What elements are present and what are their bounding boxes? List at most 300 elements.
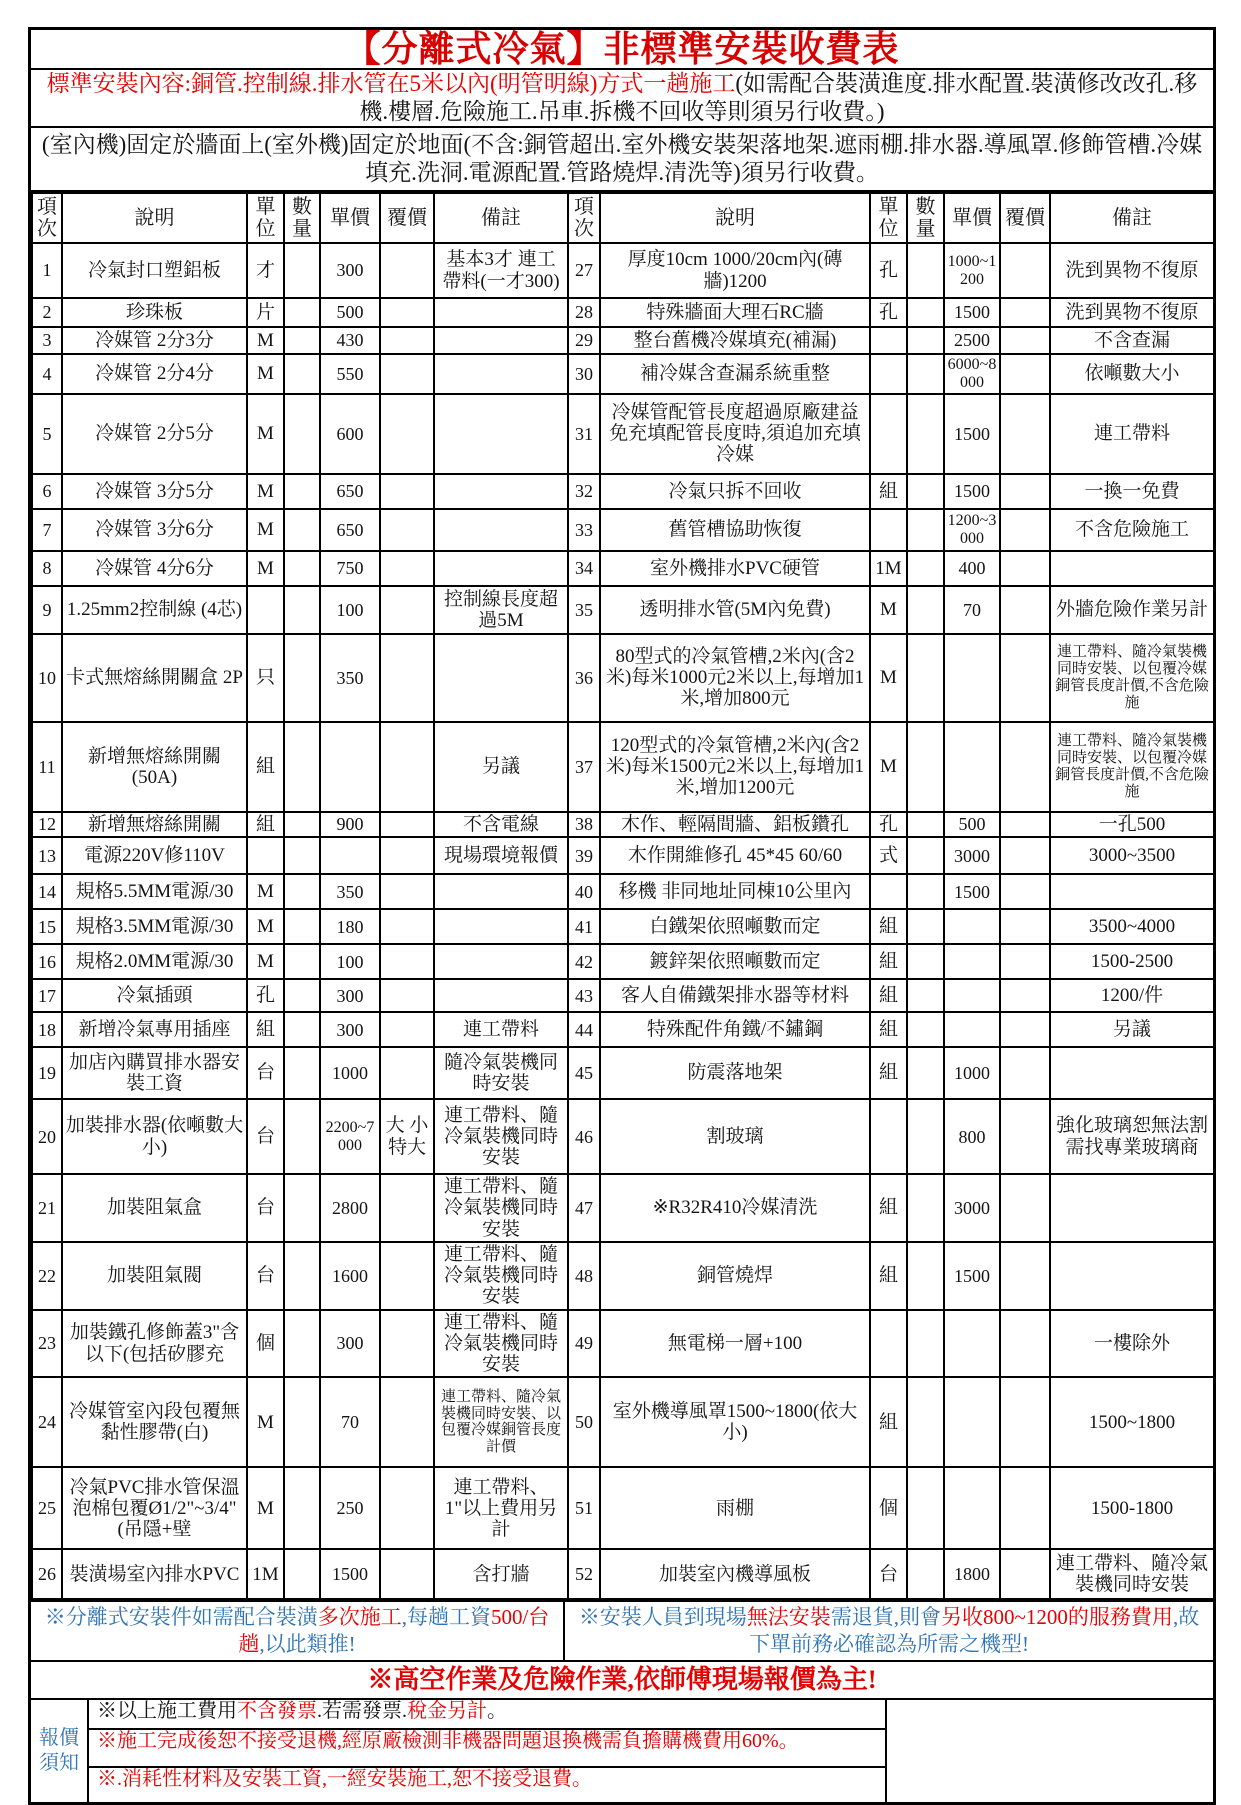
text-segment: 多次施工 [317, 1605, 402, 1630]
l-cell-alt-price [380, 1047, 434, 1099]
r-cell-alt-price [1000, 1467, 1050, 1549]
l-cell-unit: M [247, 874, 284, 909]
l-cell-remark [434, 944, 568, 979]
r-cell-item-no: 34 [568, 551, 600, 586]
l-cell-item-no: 14 [32, 874, 62, 909]
l-cell-remark: 控制線長度超過5M [434, 586, 568, 634]
r-cell-alt-price [1000, 1242, 1050, 1310]
l-cell-item-no: 6 [32, 474, 62, 509]
text-segment: (如需配合裝潢進度.排水配置.裝潢修改改孔.移機.樓層.危險施工.吊車.拆機不回收等則須另行收費。) [359, 70, 1198, 124]
r-cell-item-no: 38 [568, 812, 600, 837]
text-segment: 另收800~1200的服務費用 [941, 1605, 1173, 1630]
r-cell-remark: 連工帶料、隨冷氣裝機同時安裝、以包覆冷媒銅管長度計價,不含危險施 [1050, 722, 1214, 812]
r-cell-qty [907, 874, 944, 909]
table-row [32, 474, 1214, 509]
r-cell-qty [907, 837, 944, 874]
r-cell-description: 木作開維修孔 45*45 60/60 [600, 837, 870, 874]
r-cell-item-no: 41 [568, 909, 600, 944]
l-cell-item-no: 2 [32, 298, 62, 327]
l-cell-remark: 連工帶料、隨冷氣裝機同時安裝 [434, 1310, 568, 1378]
l-cell-description: 電源220V修110V [62, 837, 247, 874]
l-cell-remark: 現場環境報價 [434, 837, 568, 874]
r-cell-description: 舊管槽協助恢復 [600, 509, 870, 551]
text-segment: 不含發票 [237, 1700, 317, 1723]
l-cell-alt-price [380, 1549, 434, 1599]
l-cell-qty [284, 979, 320, 1012]
table-row [32, 1549, 1214, 1599]
l-cell-remark [434, 509, 568, 551]
l-cell-description: 加店內購買排水器安裝工資 [62, 1047, 247, 1099]
r-cell-description: 白鐵架依照噸數而定 [600, 909, 870, 944]
r-cell-alt-price [1000, 509, 1050, 551]
l-cell-alt-price [380, 944, 434, 979]
r-cell-qty [907, 1099, 944, 1174]
l-cell-remark: 不含電線 [434, 812, 568, 837]
r-cell-alt-price [1000, 1549, 1050, 1599]
r-cell-description: 室外機導風罩1500~1800(依大小) [600, 1377, 870, 1467]
l-cell-item-no: 16 [32, 944, 62, 979]
l-cell-description: 裝潢場室內排水PVC [62, 1549, 247, 1599]
r-cell-remark: 3000~3500 [1050, 837, 1214, 874]
l-cell-qty [284, 1047, 320, 1099]
l-cell-alt-price [380, 509, 434, 551]
col-header-item-no: 項次 [32, 193, 62, 243]
r-cell-item-no: 33 [568, 509, 600, 551]
r-cell-unit: 孔 [870, 812, 907, 837]
r-cell-unit-price: 2500 [944, 327, 1000, 354]
r-cell-remark [1050, 874, 1214, 909]
l-cell-item-no: 15 [32, 909, 62, 944]
r-cell-unit: 組 [870, 474, 907, 509]
l-cell-item-no: 26 [32, 1549, 62, 1599]
l-cell-description: 新增無熔絲開關 (50A) [62, 722, 247, 812]
l-cell-item-no: 18 [32, 1012, 62, 1047]
r-cell-item-no: 27 [568, 243, 600, 298]
r-cell-unit-price: 6000~8000 [944, 354, 1000, 394]
l-cell-qty [284, 722, 320, 812]
l-cell-unit-price: 350 [320, 634, 380, 722]
r-cell-item-no: 48 [568, 1242, 600, 1310]
l-cell-alt-price [380, 1012, 434, 1047]
text-segment: .若需發票. [317, 1700, 407, 1723]
l-cell-alt-price [380, 394, 434, 474]
table-row [32, 1174, 1214, 1242]
l-cell-unit: M [247, 509, 284, 551]
r-cell-qty [907, 1549, 944, 1599]
r-cell-description: 銅管燒焊 [600, 1242, 870, 1310]
l-cell-unit: M [247, 354, 284, 394]
text-segment: ※分離式安裝件如需配合裝潢 [44, 1605, 318, 1630]
l-cell-remark [434, 634, 568, 722]
col-header-alt-price: 覆價 [380, 193, 434, 243]
l-cell-remark [434, 394, 568, 474]
r-cell-unit-price: 1500 [944, 874, 1000, 909]
l-cell-description: 冷氣PVC排水管保溫泡棉包覆Ø1/2"~3/4"(吊隱+壁 [62, 1467, 247, 1549]
r-cell-description: 80型式的冷氣管槽,2米內(含2米)每米1000元2米以上,每增加1米,增加800元 [600, 634, 870, 722]
l-cell-unit: M [247, 394, 284, 474]
l-cell-description: 冷媒管 3分5分 [62, 474, 247, 509]
l-cell-remark: 連工帶料、隨冷氣裝機同時安裝 [434, 1174, 568, 1242]
l-cell-alt-price [380, 1377, 434, 1467]
r-cell-unit-price [944, 1310, 1000, 1378]
r-cell-description: 客人自備鐵架排水器等材料 [600, 979, 870, 1012]
l-cell-qty [284, 586, 320, 634]
text-segment: 稅金另計 [407, 1700, 487, 1723]
r-cell-qty [907, 1377, 944, 1467]
l-cell-qty [284, 1377, 320, 1467]
l-cell-item-no: 25 [32, 1467, 62, 1549]
r-cell-remark: 洗到異物不復原 [1050, 298, 1214, 327]
l-cell-alt-price [380, 722, 434, 812]
l-cell-description: 加裝排水器(依噸數大小) [62, 1099, 247, 1174]
table-row [32, 1012, 1214, 1047]
l-cell-qty [284, 243, 320, 298]
l-cell-description: 珍珠板 [62, 298, 247, 327]
l-cell-description: 規格3.5MM電源/30 [62, 909, 247, 944]
r-cell-unit: 組 [870, 909, 907, 944]
l-cell-unit-price: 1000 [320, 1047, 380, 1099]
l-cell-unit-price: 100 [320, 944, 380, 979]
col-header-unit-price: 單價 [320, 193, 380, 243]
l-cell-qty [284, 1099, 320, 1174]
r-cell-description: 特殊牆面大理石RC牆 [600, 298, 870, 327]
l-cell-qty [284, 354, 320, 394]
l-cell-remark [434, 909, 568, 944]
r-cell-unit-price [944, 979, 1000, 1012]
l-cell-remark: 隨冷氣裝機同時安裝 [434, 1047, 568, 1099]
r-cell-unit: 組 [870, 1242, 907, 1310]
r-cell-description: 120型式的冷氣管槽,2米內(含2米)每米1500元2米以上,每增加1米,增加1200元 [600, 722, 870, 812]
l-cell-unit: 才 [247, 243, 284, 298]
r-cell-description: 補冷媒含查漏系統重整 [600, 354, 870, 394]
text-segment: 需退貨,則會 [830, 1605, 942, 1630]
l-cell-unit-price: 180 [320, 909, 380, 944]
l-cell-description: 冷氣封口塑鋁板 [62, 243, 247, 298]
l-cell-remark [434, 474, 568, 509]
l-cell-item-no: 22 [32, 1242, 62, 1310]
r-cell-description: 移機 非同地址同棟10公里內 [600, 874, 870, 909]
r-cell-unit [870, 327, 907, 354]
r-cell-alt-price [1000, 944, 1050, 979]
r-cell-qty [907, 509, 944, 551]
r-cell-remark: 1500~1800 [1050, 1377, 1214, 1467]
table-row [32, 634, 1214, 722]
r-cell-unit: 組 [870, 979, 907, 1012]
r-cell-alt-price [1000, 634, 1050, 722]
text-segment: ※以上施工費用 [97, 1700, 237, 1723]
l-cell-qty [284, 1549, 320, 1599]
table-row [32, 509, 1214, 551]
r-cell-alt-price [1000, 909, 1050, 944]
l-cell-description: 冷媒管 3分6分 [62, 509, 247, 551]
r-cell-description: 無電梯一層+100 [600, 1310, 870, 1378]
l-cell-unit: 孔 [247, 979, 284, 1012]
r-cell-alt-price [1000, 1174, 1050, 1242]
l-cell-alt-price [380, 1242, 434, 1310]
table-row [32, 586, 1214, 634]
r-cell-qty [907, 634, 944, 722]
l-cell-item-no: 17 [32, 979, 62, 1012]
r-cell-alt-price [1000, 354, 1050, 394]
r-cell-alt-price [1000, 474, 1050, 509]
l-cell-item-no: 8 [32, 551, 62, 586]
col-header-description: 說明 [600, 193, 870, 243]
r-cell-unit: 孔 [870, 298, 907, 327]
l-cell-unit: 組 [247, 1012, 284, 1047]
r-cell-unit-price: 1500 [944, 394, 1000, 474]
r-cell-unit-price [944, 1467, 1000, 1549]
r-cell-unit: 組 [870, 1012, 907, 1047]
l-cell-unit: M [247, 474, 284, 509]
r-cell-remark: 1200/件 [1050, 979, 1214, 1012]
l-cell-unit [247, 586, 284, 634]
l-cell-unit-price: 300 [320, 1310, 380, 1378]
r-cell-qty [907, 551, 944, 586]
l-cell-item-no: 7 [32, 509, 62, 551]
l-cell-qty [284, 837, 320, 874]
l-cell-remark: 基本3才 連工帶料(一才300) [434, 243, 568, 298]
table-header-row [32, 193, 1214, 243]
r-cell-unit-price: 1000~1200 [944, 243, 1000, 298]
col-header-unit: 單位 [247, 193, 284, 243]
r-cell-unit-price: 70 [944, 586, 1000, 634]
l-cell-unit-price: 650 [320, 509, 380, 551]
l-cell-description: 冷媒管 2分4分 [62, 354, 247, 394]
l-cell-alt-price [380, 1174, 434, 1242]
text-segment: ,每趟工資 [401, 1605, 491, 1630]
r-cell-alt-price [1000, 394, 1050, 474]
l-cell-unit-price: 100 [320, 586, 380, 634]
l-cell-alt-price [380, 298, 434, 327]
r-cell-remark: 依噸數大小 [1050, 354, 1214, 394]
table-row [32, 551, 1214, 586]
table-row [32, 944, 1214, 979]
l-cell-description: 卡式無熔絲開關盒 2P [62, 634, 247, 722]
r-cell-item-no: 31 [568, 394, 600, 474]
r-cell-item-no: 40 [568, 874, 600, 909]
col-header-item-no: 項次 [568, 193, 600, 243]
r-cell-description: 鍍鋅架依照噸數而定 [600, 944, 870, 979]
r-cell-description: 透明排水管(5M內免費) [600, 586, 870, 634]
l-cell-remark: 連工帶料、1"以上費用另計 [434, 1467, 568, 1549]
r-cell-qty [907, 979, 944, 1012]
table-row [32, 722, 1214, 812]
text-segment: ,以此類推! [259, 1632, 356, 1657]
text-segment: ※施工完成後恕不接受退機,經原廠檢測非機器問題退換機需負擔購機費用60%。 [97, 1730, 799, 1753]
l-cell-remark [434, 551, 568, 586]
table-row [32, 837, 1214, 874]
l-cell-qty [284, 327, 320, 354]
l-cell-item-no: 13 [32, 837, 62, 874]
l-cell-remark [434, 874, 568, 909]
l-cell-description: 冷媒管 2分5分 [62, 394, 247, 474]
r-cell-item-no: 32 [568, 474, 600, 509]
l-cell-alt-price [380, 474, 434, 509]
l-cell-remark: 連工帶料 [434, 1012, 568, 1047]
standard-install-note [31, 70, 1213, 128]
l-cell-unit: M [247, 1467, 284, 1549]
r-cell-remark: 洗到異物不復原 [1050, 243, 1214, 298]
table-row [32, 327, 1214, 354]
l-cell-unit [247, 837, 284, 874]
l-cell-unit: 台 [247, 1242, 284, 1310]
l-cell-alt-price: 大 小特大 [380, 1099, 434, 1174]
note-multiple-trips [31, 1602, 565, 1660]
table-row [32, 1047, 1214, 1099]
r-cell-unit-price: 3000 [944, 837, 1000, 874]
r-cell-unit-price: 1500 [944, 1242, 1000, 1310]
quotation-notice-item [89, 1700, 885, 1730]
r-cell-unit: M [870, 722, 907, 812]
table-row [32, 909, 1214, 944]
l-cell-unit-price: 250 [320, 1467, 380, 1549]
l-cell-unit-price: 600 [320, 394, 380, 474]
l-cell-unit-price: 1600 [320, 1242, 380, 1310]
text-segment: 無法安裝 [746, 1605, 831, 1630]
l-cell-alt-price [380, 812, 434, 837]
l-cell-description: 冷媒管室內段包覆無黏性膠帶(白) [62, 1377, 247, 1467]
l-cell-description: 新增無熔絲開關 [62, 812, 247, 837]
l-cell-unit: M [247, 944, 284, 979]
r-cell-qty [907, 243, 944, 298]
l-cell-remark: 連工帶料、隨冷氣裝機同時安裝 [434, 1242, 568, 1310]
l-cell-unit: 組 [247, 812, 284, 837]
l-cell-remark: 連工帶料、隨冷氣裝機同時安裝 [434, 1099, 568, 1174]
l-cell-alt-price [380, 634, 434, 722]
l-cell-item-no: 21 [32, 1174, 62, 1242]
r-cell-item-no: 35 [568, 586, 600, 634]
r-cell-unit [870, 1310, 907, 1378]
high-altitude-note: ※高空作業及危險作業,依師傅現場報價為主! [31, 1660, 1213, 1698]
r-cell-alt-price [1000, 722, 1050, 812]
l-cell-item-no: 19 [32, 1047, 62, 1099]
empty-cell [887, 1700, 1213, 1802]
r-cell-unit: 組 [870, 1174, 907, 1242]
r-cell-remark [1050, 1174, 1214, 1242]
r-cell-unit-price: 1200~3000 [944, 509, 1000, 551]
r-cell-unit-price: 1800 [944, 1549, 1000, 1599]
r-cell-item-no: 43 [568, 979, 600, 1012]
r-cell-description: ※R32R410冷媒清洗 [600, 1174, 870, 1242]
r-cell-qty [907, 586, 944, 634]
r-cell-unit [870, 354, 907, 394]
page-title: 【分離式冷氣】非標準安裝收費表 [31, 30, 1213, 70]
r-cell-item-no: 47 [568, 1174, 600, 1242]
r-cell-alt-price [1000, 1099, 1050, 1174]
r-cell-unit: 孔 [870, 243, 907, 298]
l-cell-unit: 台 [247, 1174, 284, 1242]
l-cell-remark: 連工帶料、隨冷氣裝機同時安裝、以包覆冷媒銅管長度計價 [434, 1377, 568, 1467]
l-cell-remark [434, 327, 568, 354]
r-cell-unit-price: 400 [944, 551, 1000, 586]
r-cell-item-no: 36 [568, 634, 600, 722]
r-cell-unit-price: 500 [944, 812, 1000, 837]
l-cell-unit-price: 350 [320, 874, 380, 909]
r-cell-remark: 強化玻璃恕無法割需找專業玻璃商 [1050, 1099, 1214, 1174]
r-cell-alt-price [1000, 1047, 1050, 1099]
r-cell-unit: M [870, 586, 907, 634]
r-cell-unit [870, 394, 907, 474]
r-cell-qty [907, 944, 944, 979]
l-cell-item-no: 9 [32, 586, 62, 634]
r-cell-unit-price: 1500 [944, 298, 1000, 327]
l-cell-unit-price: 750 [320, 551, 380, 586]
r-cell-description: 特殊配件角鐵/不鏽鋼 [600, 1012, 870, 1047]
col-header-remark: 備註 [434, 193, 568, 243]
r-cell-remark: 一樓除外 [1050, 1310, 1214, 1378]
r-cell-unit [870, 1099, 907, 1174]
r-cell-remark: 外牆危險作業另計 [1050, 586, 1214, 634]
l-cell-unit-price: 70 [320, 1377, 380, 1467]
l-cell-qty [284, 909, 320, 944]
r-cell-description: 整台舊機冷媒填充(補漏) [600, 327, 870, 354]
r-cell-unit: 1M [870, 551, 907, 586]
l-cell-qty [284, 1467, 320, 1549]
r-cell-unit-price [944, 722, 1000, 812]
l-cell-unit: 組 [247, 722, 284, 812]
text-segment: ※.消耗性材料及安裝工資,一經安裝施工,恕不接受退費。 [97, 1768, 592, 1791]
r-cell-unit-price [944, 634, 1000, 722]
r-cell-unit-price: 3000 [944, 1174, 1000, 1242]
r-cell-description: 加裝室內機導風板 [600, 1549, 870, 1599]
r-cell-remark: 3500~4000 [1050, 909, 1214, 944]
r-cell-description: 厚度10cm 1000/20cm內(磚牆)1200 [600, 243, 870, 298]
col-header-description: 說明 [62, 193, 247, 243]
r-cell-unit [870, 874, 907, 909]
r-cell-unit: 台 [870, 1549, 907, 1599]
r-cell-item-no: 51 [568, 1467, 600, 1549]
l-cell-unit-price: 2800 [320, 1174, 380, 1242]
r-cell-item-no: 45 [568, 1047, 600, 1099]
l-cell-remark [434, 298, 568, 327]
col-header-remark: 備註 [1050, 193, 1214, 243]
r-cell-unit-price: 1000 [944, 1047, 1000, 1099]
r-cell-item-no: 28 [568, 298, 600, 327]
table-row [32, 1377, 1214, 1467]
l-cell-qty [284, 812, 320, 837]
l-cell-description: 新增冷氣專用插座 [62, 1012, 247, 1047]
table-row [32, 1467, 1214, 1549]
r-cell-description: 雨棚 [600, 1467, 870, 1549]
r-cell-remark: 不含危險施工 [1050, 509, 1214, 551]
quotation-notice-block [31, 1698, 1213, 1802]
l-cell-description: 加裝阻氣閥 [62, 1242, 247, 1310]
l-cell-unit-price: 550 [320, 354, 380, 394]
l-cell-unit-price: 900 [320, 812, 380, 837]
l-cell-unit-price: 2200~7000 [320, 1099, 380, 1174]
r-cell-description: 防震落地架 [600, 1047, 870, 1099]
r-cell-qty [907, 298, 944, 327]
l-cell-item-no: 10 [32, 634, 62, 722]
l-cell-item-no: 3 [32, 327, 62, 354]
r-cell-remark: 連工帶料、隨冷氣裝機同時安裝 [1050, 1549, 1214, 1599]
table-row [32, 812, 1214, 837]
r-cell-unit-price: 1500 [944, 474, 1000, 509]
r-cell-alt-price [1000, 327, 1050, 354]
l-cell-description: 加裝鐵孔修飾蓋3"含以下(包括矽膠充 [62, 1310, 247, 1378]
r-cell-qty [907, 394, 944, 474]
l-cell-unit-price: 1500 [320, 1549, 380, 1599]
table-row [32, 243, 1214, 298]
r-cell-alt-price [1000, 551, 1050, 586]
r-cell-unit: 式 [870, 837, 907, 874]
l-cell-remark: 另議 [434, 722, 568, 812]
l-cell-description: 1.25mm2控制線 (4芯) [62, 586, 247, 634]
table-row [32, 979, 1214, 1012]
r-cell-qty [907, 1242, 944, 1310]
r-cell-item-no: 44 [568, 1012, 600, 1047]
r-cell-description: 木作、輕隔間牆、鋁板鑽孔 [600, 812, 870, 837]
